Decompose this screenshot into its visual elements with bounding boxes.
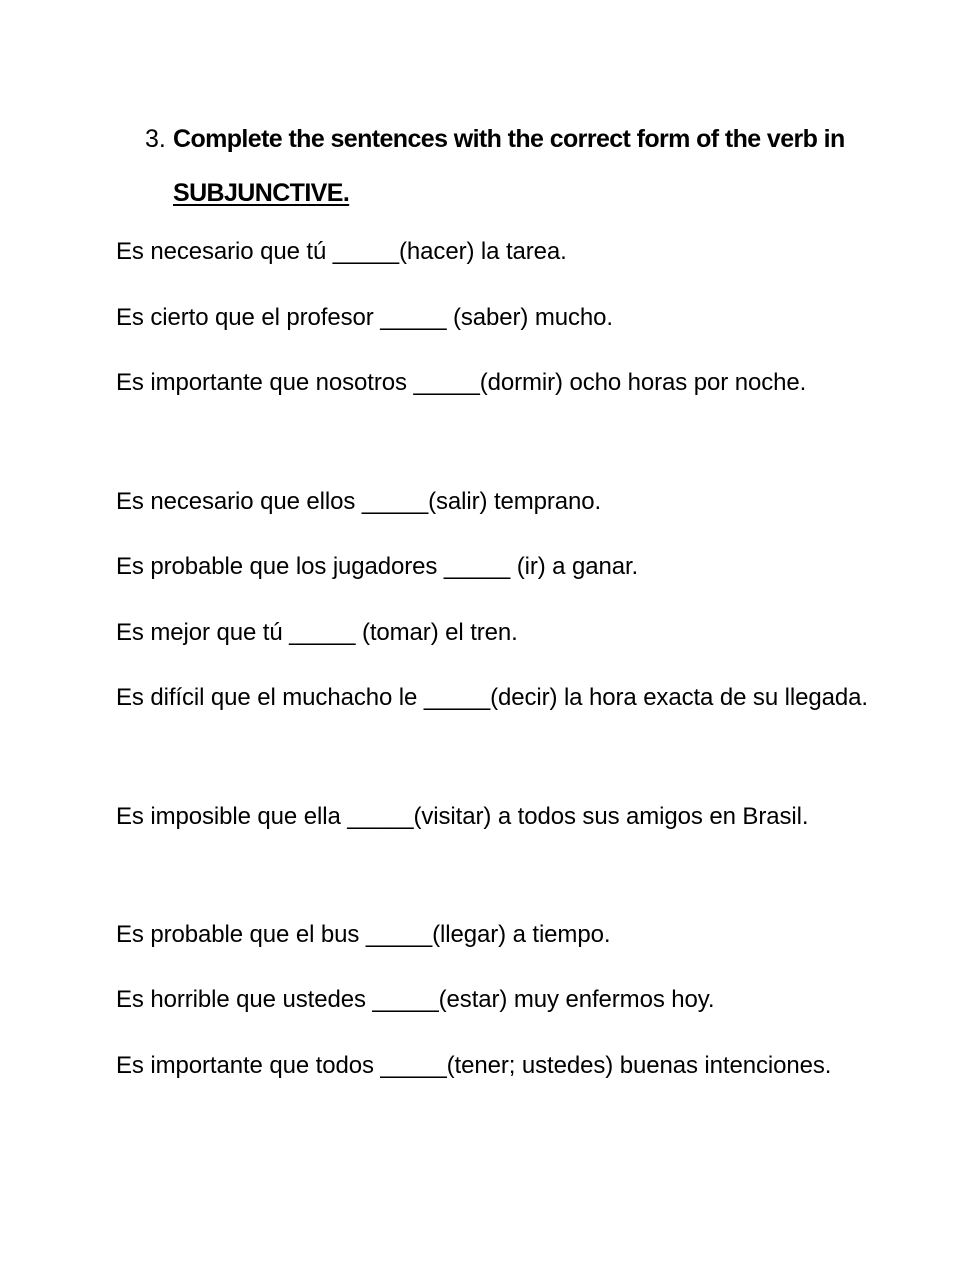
sentence-6: Es mejor que tú _____ (tomar) el tren. <box>116 619 518 646</box>
instruction-main: Complete the sentences with the correct form of the verb in <box>173 125 845 153</box>
sentence-11: Es importante que todos _____(tener; ustedes) buenas intenciones. <box>116 1052 832 1079</box>
sentence-2: Es cierto que el profesor _____ (saber) mucho. <box>116 304 613 331</box>
exercise-instruction <box>145 112 865 220</box>
sentence-3: Es importante que nosotros _____(dormir) ocho horas por noche. <box>116 369 807 396</box>
instruction-text <box>173 112 865 220</box>
sentence-5: Es probable que los jugadores _____ (ir) a ganar. <box>116 553 639 580</box>
sentence-4: Es necesario que ellos _____(salir) temprano. <box>116 488 602 515</box>
sentence-8: Es imposible que ella _____(visitar) a todos sus amigos en Brasil. <box>116 803 809 830</box>
instruction-emphasis: SUBJUNCTIVE. <box>173 179 350 207</box>
sentence-7: Es difícil que el muchacho le _____(decir) la hora exacta de su llegada. <box>116 684 868 711</box>
sentence-9: Es probable que el bus _____(llegar) a tiempo. <box>116 921 611 948</box>
exercise-number: 3. <box>145 125 166 153</box>
sentence-10: Es horrible que ustedes _____(estar) muy enfermos hoy. <box>116 986 715 1013</box>
sentence-1: Es necesario que tú _____(hacer) la tarea. <box>116 238 567 265</box>
